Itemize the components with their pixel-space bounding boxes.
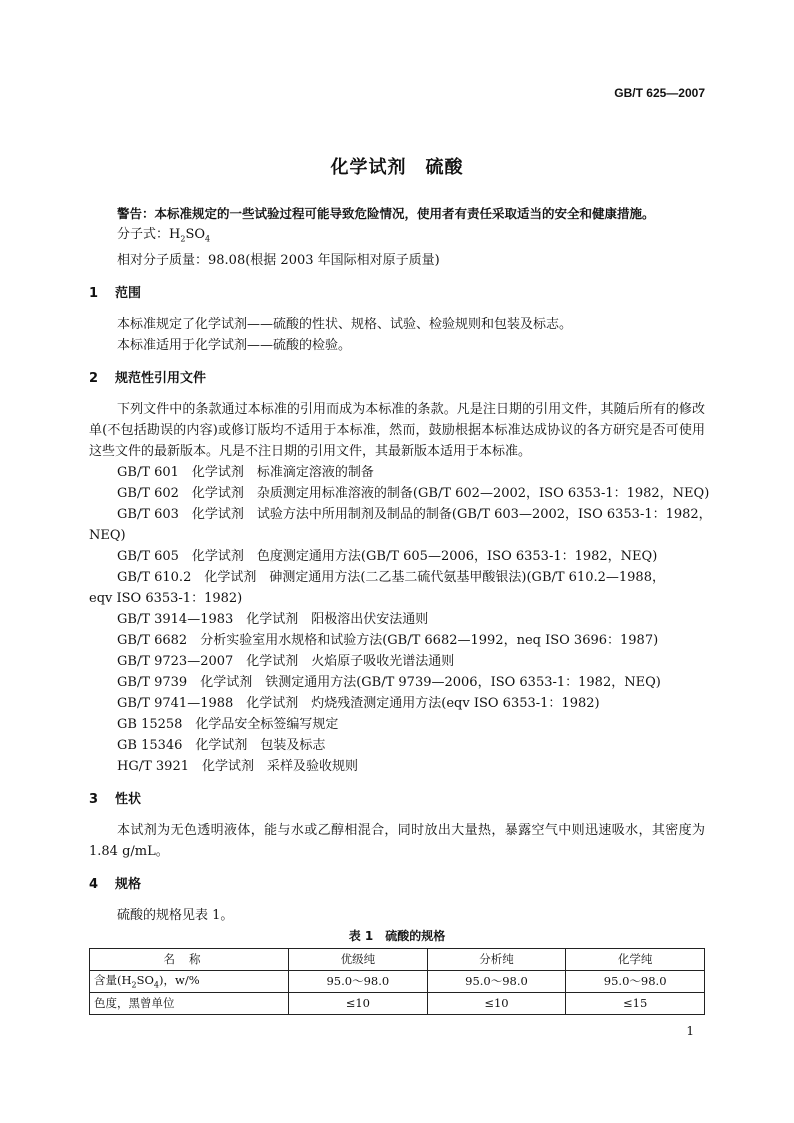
paragraph: 下列文件中的条款通过本标准的引用而成为本标准的条款。凡是注日期的引用文件，其随后所有的修改单(不包括勘误的内容)或修订版均不适用于本标准，然而，鼓励根据本标准达成协议的各方研究是否可使用这些文件的最新版本。凡是不注日期的引用文件，其最新版本适用于本标准。 [89,401,705,459]
section-number: 4 [89,876,99,892]
formula-h: H [169,227,181,242]
reference-item: GB/T 602 化学试剂 杂质测定用标准溶液的制备(GB/T 602—2002，ISO 6353-1：1982，NEQ) [117,485,710,501]
reference-item: GB/T 9739 化学试剂 铁测定通用方法(GB/T 9739—2006，ISO 6353-1：1982，NEQ) [117,674,661,690]
table-header: 化学纯 [566,948,705,970]
section-2-heading [89,368,705,389]
document-title: 化学试剂 硫酸 [330,157,464,178]
table-title: 表 1 硫酸的规格 [348,928,446,943]
specification-table [89,948,705,1015]
section-3-heading [89,789,705,810]
section-title: 规范性引用文件 [115,370,207,386]
document-body [89,203,712,1015]
reference-list [89,462,712,777]
paragraph: 本标准规定了化学试剂——硫酸的性状、规格、试验、检验规则和包装及标志。 [117,316,573,332]
table-cell: 95.0～98.0 [566,970,705,992]
reference-item: GB/T 605 化学试剂 色度测定通用方法(GB/T 605—2006，ISO 6353-1：1982，NEQ) [117,548,658,564]
standard-number: GB/T 625—2007 [614,86,705,100]
reference-item: GB 15346 化学试剂 包装及标志 [117,737,326,753]
table-cell: 95.0～98.0 [427,970,566,992]
page-number: 1 [686,1024,694,1038]
reference-item: HG/T 3921 化学试剂 采样及验收规则 [117,758,358,774]
warning-text: 警告：本标准规定的一些试验过程可能导致危险情况，使用者有责任采取适当的安全和健康措施。 [117,206,655,221]
section-1-heading [89,283,705,304]
reference-item: GB/T 603 化学试剂 试验方法中所用制剂及制品的制备(GB/T 603—2002，ISO 6353-1：1982， [117,506,712,522]
table-header: 分析纯 [427,948,566,970]
cell-text: 含量(H [94,973,132,988]
reference-item: GB/T 601 化学试剂 标准滴定溶液的制备 [117,464,374,480]
table-cell: 95.0～98.0 [289,970,428,992]
formula-sub-2: 2 [180,234,186,244]
section-4-heading [89,874,705,895]
cell-sub: 4 [153,980,160,990]
section-title: 范围 [115,285,142,301]
section-number: 3 [89,791,99,807]
section-number: 2 [89,370,99,386]
table-cell: ≤15 [566,992,705,1014]
section-title: 性状 [115,791,142,807]
section-title: 规格 [115,876,142,892]
reference-item: GB/T 610.2 化学试剂 砷测定通用方法(二乙基二硫代氨基甲酸银法)(GB/T 610.2—1988， [117,569,665,585]
formula-so: SO [185,227,206,242]
paragraph: 本标准适用于化学试剂——硫酸的检验。 [117,337,352,353]
table-header: 名称 [90,948,289,970]
table-cell: ≤10 [289,992,428,1014]
table-header: 优级纯 [289,948,428,970]
molecular-mass: 相对分子质量：98.08(根据 2003 年国际相对原子质量) [117,252,440,268]
table-cell: ≤10 [427,992,566,1014]
reference-item-continuation: eqv ISO 6353-1：1982) [89,590,243,606]
formula-sub-4: 4 [205,234,211,244]
molecular-formula [89,224,705,250]
reference-item: GB/T 3914—1983 化学试剂 阳极溶出伏安法通则 [117,611,429,627]
cell-text: )，w/% [159,973,200,988]
table-header-row [90,948,705,970]
cell-sub: 2 [131,980,137,990]
table-cell [90,970,289,992]
reference-item: GB/T 9723—2007 化学试剂 火焰原子吸收光谱法通则 [117,653,455,669]
formula-label: 分子式： [117,227,170,242]
reference-item: GB/T 6682 分析实验室用水规格和试验方法(GB/T 6682—1992，neq ISO 3696：1987) [117,632,659,648]
paragraph: 本试剂为无色透明液体，能与水或乙醇相混合，同时放出大量热，暴露空气中则迅速吸水，其密度为1.84 g/mL。 [89,822,705,859]
cell-text: SO [136,973,154,988]
table-row [90,992,705,1014]
section-number: 1 [89,285,99,301]
reference-item: GB/T 9741—1988 化学试剂 灼烧残渣测定通用方法(eqv ISO 6353-1：1982) [117,695,600,711]
reference-item-continuation: NEQ) [89,527,126,543]
table-row [90,970,705,992]
table-cell: 色度，黑曾单位 [90,992,289,1014]
paragraph: 硫酸的规格见表 1。 [117,907,234,923]
reference-item: GB 15258 化学品安全标签编写规定 [117,716,339,732]
